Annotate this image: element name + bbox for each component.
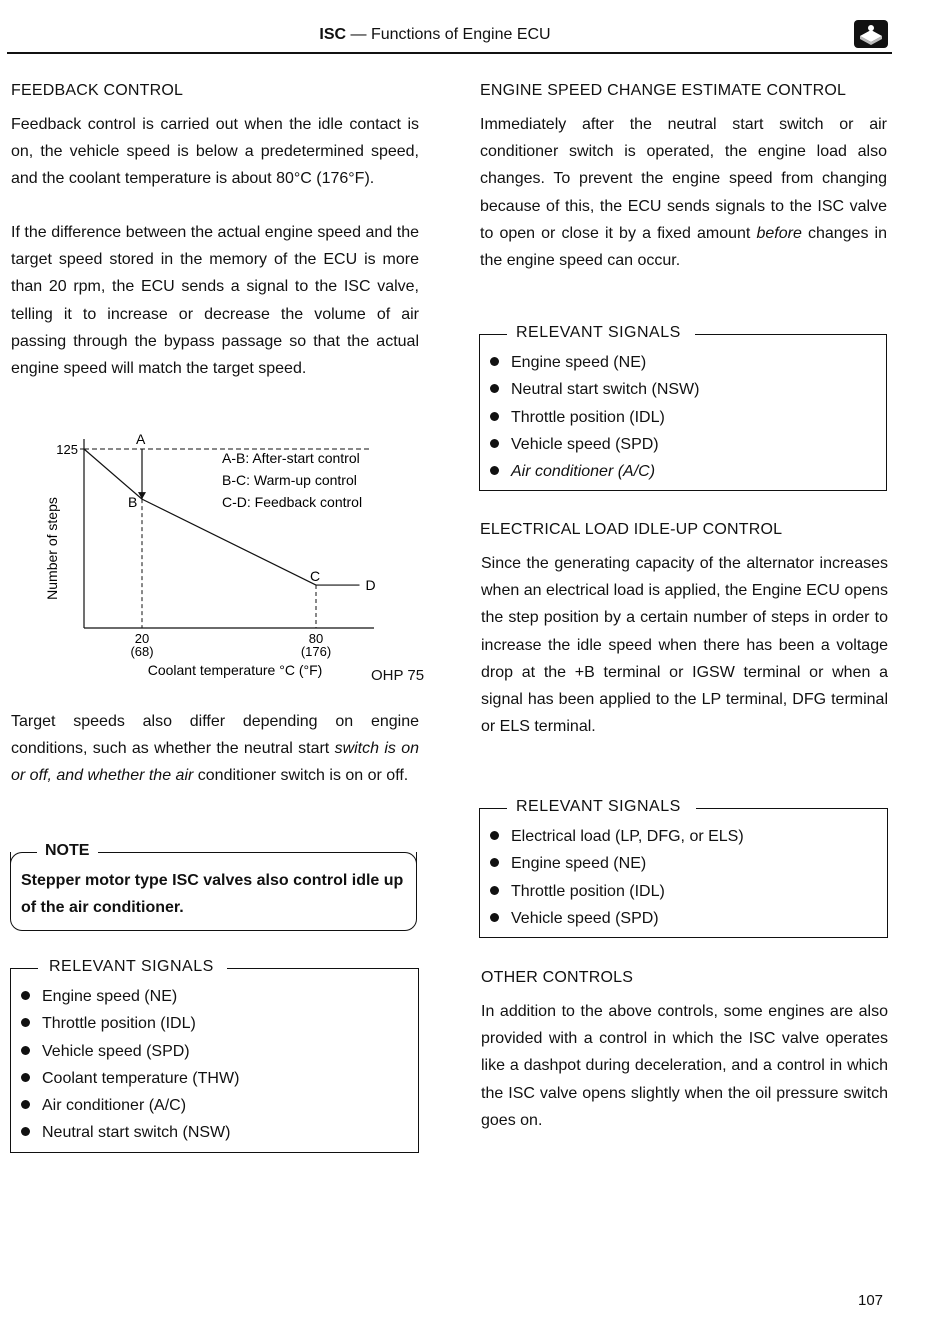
note-title: NOTE — [41, 842, 93, 860]
note-text: Stepper motor type ISC valves also control idle up of the air conditioner. — [21, 872, 404, 916]
book-gear-icon — [854, 20, 888, 48]
note-box-corner-right — [98, 852, 417, 867]
list-item: Vehicle speed (SPD) — [21, 1038, 239, 1065]
relevant-signals-box-right-2 — [479, 798, 888, 938]
chart-svg — [40, 424, 440, 694]
signals-list — [21, 983, 239, 1147]
box-top-right-rule — [695, 334, 887, 335]
box-top-right-rule — [696, 808, 888, 809]
point-label-b: B — [128, 494, 138, 511]
bullet-icon — [490, 357, 499, 366]
estimate-part2: before — [756, 224, 802, 242]
header-title-rest: — Functions of Engine ECU — [346, 26, 551, 43]
signals-list — [490, 823, 744, 932]
legend-entry: C-D: Feedback control — [222, 494, 363, 510]
list-item: Vehicle speed (SPD) — [490, 905, 744, 932]
point-label-d: D — [365, 577, 376, 594]
estimate-heading: ENGINE SPEED CHANGE ESTIMATE CONTROL — [480, 82, 847, 99]
target-speeds-para — [11, 708, 419, 790]
list-item: Engine speed (NE) — [490, 850, 744, 877]
arrow-b-marker — [138, 492, 146, 499]
other-controls-heading: OTHER CONTROLS — [481, 969, 634, 986]
list-item: Engine speed (NE) — [21, 983, 239, 1010]
list-item: Throttle position (IDL) — [490, 878, 744, 905]
x-axis-label: Coolant temperature °C (°F) — [147, 662, 323, 678]
legend-entry: B-C: Warm-up control — [222, 472, 357, 488]
bullet-icon — [490, 439, 499, 448]
signals-title: RELEVANT SIGNALS — [45, 958, 218, 976]
estimate-para — [480, 111, 887, 274]
page-number: 107 — [858, 1292, 884, 1309]
list-item: Throttle position (IDL) — [490, 404, 699, 431]
bullet-icon — [21, 991, 30, 1000]
relevant-signals-box-left — [10, 958, 419, 1153]
x-tick-label-f: (176) — [300, 644, 332, 659]
electrical-para: Since the generating capacity of the alternator increases when an electrical load is applied, the Engine ECU opens the step position by a certain number of steps in order to increase the idle speed when there has been a voltage drop at the +B terminal or IGSW terminal or when a signal has been applied to the LP terminal, DFG terminal or ELS terminal. — [481, 555, 888, 736]
bullet-icon — [490, 858, 499, 867]
signals-title: RELEVANT SIGNALS — [512, 798, 685, 816]
target-para-part3: conditioner switch is on or off. — [193, 767, 409, 785]
x-tick-label-c: 20 — [134, 631, 150, 646]
signals-title: RELEVANT SIGNALS — [512, 324, 685, 342]
list-item: Electrical load (LP, DFG, or ELS) — [490, 823, 744, 850]
feedback-heading: FEEDBACK CONTROL — [11, 82, 184, 99]
bullet-icon — [490, 886, 499, 895]
y-axis-label: Number of steps — [44, 497, 60, 600]
point-label-c: C — [310, 568, 321, 585]
bullet-icon — [21, 1100, 30, 1109]
estimate-part1: Immediately after the neutral start switch or air conditioner switch is operated, the engine load also changes. To prevent the engine speed from changing because of this, the ECU sends signals to the ISC valve to open or close it by a fixed amount — [480, 116, 887, 242]
bullet-icon — [21, 1073, 30, 1082]
signals-list — [490, 349, 699, 485]
note-box — [10, 842, 417, 931]
box-top-right-rule — [227, 968, 419, 969]
feedback-para-2: If the difference between the actual engine speed and the target speed stored in the memory of the ECU is more than 20 rpm, the ECU sends a signal to the ISC valve, telling it to increase or decrease the volume of air passing through the bypass passage so that the actual engine speed will match the target speed. — [11, 224, 419, 378]
series-line-start-b — [84, 449, 142, 499]
list-item: Air conditioner (A/C) — [21, 1092, 239, 1119]
bullet-icon — [490, 412, 499, 421]
series-line-b-c — [142, 499, 316, 585]
bullet-icon — [490, 466, 499, 475]
electrical-heading: ELECTRICAL LOAD IDLE-UP CONTROL — [480, 521, 783, 538]
bullet-icon — [21, 1046, 30, 1055]
relevant-signals-box-right-1 — [479, 324, 887, 491]
list-item: Air conditioner (A/C) — [490, 458, 699, 485]
box-top-left-rule — [479, 808, 507, 809]
coolant-steps-chart — [40, 424, 440, 694]
bullet-icon — [21, 1018, 30, 1027]
point-label-a: A — [136, 431, 146, 447]
estimate-part3: changes in the engine speed can occur. — [480, 224, 888, 270]
bullet-icon — [490, 831, 499, 840]
bullet-icon — [490, 913, 499, 922]
page-header-title — [0, 26, 870, 44]
y-tick-label: 125 — [56, 442, 78, 457]
feedback-para-1: Feedback control is carried out when the idle contact is on, the vehicle speed is below a predetermined speed, and the coolant temperature is about 80°C (176°F). — [11, 116, 419, 188]
note-box-corner-left — [10, 852, 37, 867]
x-tick-label-f: (68) — [130, 644, 154, 659]
ohp-label: OHP 75 — [371, 667, 425, 684]
header-rule — [7, 52, 892, 54]
other-controls-para: In addition to the above controls, some engines are also provided with a control in which the ISC valve operates like a dashpot during deceleration, and a control in which the ISC valve opens slightly when the oil pressure switch goes on. — [481, 1003, 888, 1129]
list-item: Vehicle speed (SPD) — [490, 431, 699, 458]
legend-entry: A-B: After-start control — [222, 450, 360, 466]
bullet-icon — [490, 384, 499, 393]
list-item: Neutral start switch (NSW) — [21, 1119, 239, 1146]
list-item: Coolant temperature (THW) — [21, 1065, 239, 1092]
list-item: Neutral start switch (NSW) — [490, 376, 699, 403]
target-para-part1: Target speeds also differ depending on engine conditions, such as whether the neutral start — [11, 713, 419, 758]
box-top-left-rule — [479, 334, 507, 335]
list-item: Engine speed (NE) — [490, 349, 699, 376]
header-title-bold: ISC — [319, 26, 347, 43]
target-para-part2: switch is on or off, and whether the air — [11, 740, 419, 785]
x-tick-label-c: 80 — [308, 631, 324, 646]
list-item: Throttle position (IDL) — [21, 1010, 239, 1037]
box-top-left-rule — [10, 968, 38, 969]
bullet-icon — [21, 1127, 30, 1136]
